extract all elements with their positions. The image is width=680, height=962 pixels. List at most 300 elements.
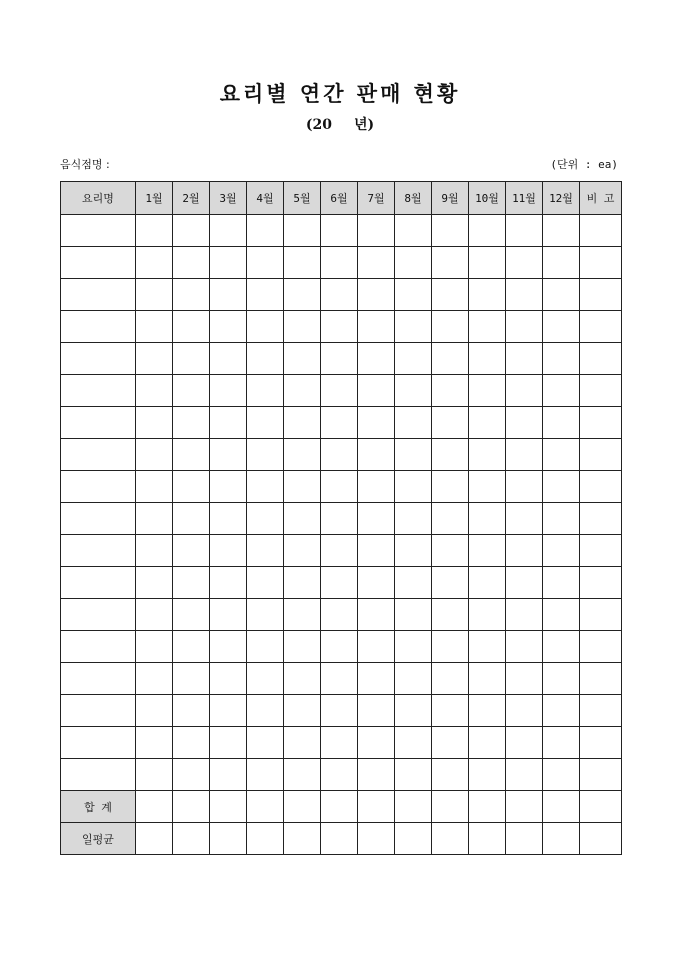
table-cell[interactable] <box>395 247 432 279</box>
table-cell[interactable] <box>136 823 173 855</box>
table-cell[interactable] <box>543 791 580 823</box>
table-cell[interactable] <box>432 343 469 375</box>
table-cell[interactable] <box>321 599 358 631</box>
table-cell[interactable] <box>173 311 210 343</box>
table-cell[interactable] <box>247 407 284 439</box>
table-cell[interactable] <box>247 247 284 279</box>
table-cell[interactable] <box>358 759 395 791</box>
table-cell[interactable] <box>506 503 543 535</box>
table-cell[interactable] <box>395 631 432 663</box>
table-cell[interactable] <box>173 695 210 727</box>
table-cell[interactable] <box>395 695 432 727</box>
table-cell[interactable] <box>136 759 173 791</box>
dish-name-cell[interactable] <box>61 471 136 503</box>
header-remarks: 비 고 <box>580 182 622 215</box>
table-cell[interactable] <box>395 343 432 375</box>
table-cell[interactable] <box>506 407 543 439</box>
table-cell[interactable] <box>469 343 506 375</box>
table-cell[interactable] <box>395 439 432 471</box>
dish-name-cell[interactable] <box>61 439 136 471</box>
table-cell[interactable] <box>284 375 321 407</box>
table-cell[interactable] <box>136 503 173 535</box>
table-cell[interactable] <box>432 759 469 791</box>
table-cell[interactable] <box>247 599 284 631</box>
table-cell[interactable] <box>173 791 210 823</box>
table-cell[interactable] <box>432 663 469 695</box>
table-cell[interactable] <box>580 279 622 311</box>
table-cell[interactable] <box>580 471 622 503</box>
table-cell[interactable] <box>395 567 432 599</box>
table-cell[interactable] <box>395 279 432 311</box>
table-cell[interactable] <box>506 663 543 695</box>
table-cell[interactable] <box>210 663 247 695</box>
table-cell[interactable] <box>210 535 247 567</box>
table-cell[interactable] <box>506 311 543 343</box>
table-cell[interactable] <box>469 791 506 823</box>
table-cell[interactable] <box>432 247 469 279</box>
table-cell[interactable] <box>284 535 321 567</box>
table-cell[interactable] <box>358 663 395 695</box>
table-cell[interactable] <box>432 535 469 567</box>
table-cell[interactable] <box>358 535 395 567</box>
table-cell[interactable] <box>580 439 622 471</box>
table-cell[interactable] <box>358 503 395 535</box>
table-cell[interactable] <box>543 247 580 279</box>
table-cell[interactable] <box>469 439 506 471</box>
table-cell[interactable] <box>173 375 210 407</box>
table-row <box>61 503 622 535</box>
table-cell[interactable] <box>284 311 321 343</box>
table-cell[interactable] <box>469 471 506 503</box>
table-cell[interactable] <box>580 215 622 247</box>
table-cell[interactable] <box>469 727 506 759</box>
table-row <box>61 727 622 759</box>
table-cell[interactable] <box>432 407 469 439</box>
header-month-10: 10월 <box>469 182 506 215</box>
table-cell[interactable] <box>136 439 173 471</box>
table-cell[interactable] <box>395 375 432 407</box>
table-cell[interactable] <box>469 759 506 791</box>
table-cell[interactable] <box>173 599 210 631</box>
table-cell[interactable] <box>506 471 543 503</box>
header-month-6: 6월 <box>321 182 358 215</box>
table-cell[interactable] <box>395 663 432 695</box>
table-cell[interactable] <box>358 631 395 663</box>
table-cell[interactable] <box>543 631 580 663</box>
table-cell[interactable] <box>247 215 284 247</box>
table-cell[interactable] <box>247 311 284 343</box>
table-cell[interactable] <box>284 279 321 311</box>
table-cell[interactable] <box>136 567 173 599</box>
table-cell[interactable] <box>210 247 247 279</box>
table-cell[interactable] <box>469 407 506 439</box>
table-cell[interactable] <box>247 439 284 471</box>
table-cell[interactable] <box>580 695 622 727</box>
header-month-4: 4월 <box>247 182 284 215</box>
dish-name-cell[interactable] <box>61 215 136 247</box>
table-cell[interactable] <box>358 791 395 823</box>
table-cell[interactable] <box>580 407 622 439</box>
table-row <box>61 567 622 599</box>
table-cell[interactable] <box>136 535 173 567</box>
table-cell[interactable] <box>247 663 284 695</box>
dish-name-cell[interactable] <box>61 247 136 279</box>
table-cell[interactable] <box>284 695 321 727</box>
table-cell[interactable] <box>543 823 580 855</box>
table-cell[interactable] <box>543 279 580 311</box>
table-cell[interactable] <box>173 727 210 759</box>
table-cell[interactable] <box>210 791 247 823</box>
table-cell[interactable] <box>358 695 395 727</box>
table-cell[interactable] <box>358 279 395 311</box>
table-cell[interactable] <box>506 279 543 311</box>
table-cell[interactable] <box>210 439 247 471</box>
table-cell[interactable] <box>210 759 247 791</box>
table-cell[interactable] <box>469 599 506 631</box>
header-month-2: 2월 <box>173 182 210 215</box>
table-cell[interactable] <box>432 311 469 343</box>
table-cell[interactable] <box>580 599 622 631</box>
table-row <box>61 439 622 471</box>
table-cell[interactable] <box>136 215 173 247</box>
table-row <box>61 215 622 247</box>
table-cell[interactable] <box>321 663 358 695</box>
table-cell[interactable] <box>358 471 395 503</box>
table-cell[interactable] <box>395 407 432 439</box>
table-cell[interactable] <box>284 791 321 823</box>
dish-name-cell[interactable] <box>61 599 136 631</box>
table-cell[interactable] <box>210 375 247 407</box>
table-cell[interactable] <box>580 503 622 535</box>
table-cell[interactable] <box>284 343 321 375</box>
table-cell[interactable] <box>395 471 432 503</box>
total-row <box>61 791 622 823</box>
table-row <box>61 471 622 503</box>
table-cell[interactable] <box>506 535 543 567</box>
table-cell[interactable] <box>247 503 284 535</box>
dish-name-cell[interactable] <box>61 343 136 375</box>
table-cell[interactable] <box>136 311 173 343</box>
table-cell[interactable] <box>506 567 543 599</box>
table-cell[interactable] <box>210 727 247 759</box>
table-cell[interactable] <box>395 503 432 535</box>
table-cell[interactable] <box>432 503 469 535</box>
table-cell[interactable] <box>358 567 395 599</box>
table-cell[interactable] <box>136 407 173 439</box>
table-cell[interactable] <box>210 503 247 535</box>
table-cell[interactable] <box>580 375 622 407</box>
table-cell[interactable] <box>136 247 173 279</box>
table-cell[interactable] <box>395 215 432 247</box>
table-cell[interactable] <box>210 343 247 375</box>
table-cell[interactable] <box>321 535 358 567</box>
table-cell[interactable] <box>395 311 432 343</box>
table-cell[interactable] <box>469 279 506 311</box>
table-cell[interactable] <box>247 727 284 759</box>
table-cell[interactable] <box>543 375 580 407</box>
table-cell[interactable] <box>136 631 173 663</box>
table-cell[interactable] <box>432 695 469 727</box>
table-cell[interactable] <box>543 439 580 471</box>
table-cell[interactable] <box>395 535 432 567</box>
table-row <box>61 407 622 439</box>
table-cell[interactable] <box>210 471 247 503</box>
subtitle-prefix: (20 <box>305 117 332 133</box>
table-cell[interactable] <box>321 727 358 759</box>
table-cell[interactable] <box>173 759 210 791</box>
table-cell[interactable] <box>432 791 469 823</box>
table-cell[interactable] <box>432 567 469 599</box>
table-cell[interactable] <box>173 503 210 535</box>
table-cell[interactable] <box>173 823 210 855</box>
dish-name-cell[interactable] <box>61 567 136 599</box>
table-cell[interactable] <box>284 503 321 535</box>
table-cell[interactable] <box>358 215 395 247</box>
table-cell[interactable] <box>173 535 210 567</box>
table-cell[interactable] <box>432 631 469 663</box>
table-cell[interactable] <box>543 695 580 727</box>
total-label: 합 계 <box>61 791 136 823</box>
table-cell[interactable] <box>284 567 321 599</box>
table-row <box>61 631 622 663</box>
table-cell[interactable] <box>136 791 173 823</box>
table-cell[interactable] <box>432 823 469 855</box>
table-cell[interactable] <box>543 535 580 567</box>
table-cell[interactable] <box>506 823 543 855</box>
table-cell[interactable] <box>321 215 358 247</box>
table-cell[interactable] <box>284 727 321 759</box>
table-cell[interactable] <box>543 407 580 439</box>
table-cell[interactable] <box>543 759 580 791</box>
table-cell[interactable] <box>469 503 506 535</box>
table-cell[interactable] <box>432 375 469 407</box>
table-cell[interactable] <box>173 343 210 375</box>
table-cell[interactable] <box>580 727 622 759</box>
table-cell[interactable] <box>580 535 622 567</box>
table-cell[interactable] <box>321 247 358 279</box>
table-cell[interactable] <box>580 311 622 343</box>
table-cell[interactable] <box>321 503 358 535</box>
table-cell[interactable] <box>136 471 173 503</box>
table-cell[interactable] <box>247 471 284 503</box>
table-cell[interactable] <box>173 471 210 503</box>
table-cell[interactable] <box>321 695 358 727</box>
table-cell[interactable] <box>469 631 506 663</box>
table-cell[interactable] <box>358 247 395 279</box>
dish-name-cell[interactable] <box>61 375 136 407</box>
table-cell[interactable] <box>284 215 321 247</box>
table-cell[interactable] <box>173 247 210 279</box>
header-month-9: 9월 <box>432 182 469 215</box>
table-cell[interactable] <box>432 439 469 471</box>
table-cell[interactable] <box>469 695 506 727</box>
dish-name-cell[interactable] <box>61 535 136 567</box>
table-cell[interactable] <box>506 375 543 407</box>
table-cell[interactable] <box>136 663 173 695</box>
table-cell[interactable] <box>284 663 321 695</box>
table-cell[interactable] <box>210 567 247 599</box>
table-cell[interactable] <box>173 215 210 247</box>
table-cell[interactable] <box>247 343 284 375</box>
table-cell[interactable] <box>173 631 210 663</box>
table-cell[interactable] <box>580 247 622 279</box>
table-cell[interactable] <box>506 695 543 727</box>
table-cell[interactable] <box>321 567 358 599</box>
table-cell[interactable] <box>580 823 622 855</box>
table-cell[interactable] <box>395 727 432 759</box>
table-cell[interactable] <box>173 279 210 311</box>
table-cell[interactable] <box>358 823 395 855</box>
table-cell[interactable] <box>469 215 506 247</box>
table-cell[interactable] <box>506 631 543 663</box>
table-cell[interactable] <box>136 727 173 759</box>
table-cell[interactable] <box>469 247 506 279</box>
table-cell[interactable] <box>210 599 247 631</box>
table-cell[interactable] <box>284 599 321 631</box>
table-cell[interactable] <box>358 727 395 759</box>
table-cell[interactable] <box>136 279 173 311</box>
table-cell[interactable] <box>543 599 580 631</box>
table-cell[interactable] <box>543 343 580 375</box>
table-cell[interactable] <box>432 727 469 759</box>
table-cell[interactable] <box>247 823 284 855</box>
table-cell[interactable] <box>284 759 321 791</box>
table-cell[interactable] <box>469 567 506 599</box>
table-cell[interactable] <box>173 407 210 439</box>
table-cell[interactable] <box>580 567 622 599</box>
table-cell[interactable] <box>469 663 506 695</box>
table-cell[interactable] <box>247 535 284 567</box>
table-cell[interactable] <box>136 599 173 631</box>
table-cell[interactable] <box>506 215 543 247</box>
table-cell[interactable] <box>284 631 321 663</box>
table-cell[interactable] <box>321 759 358 791</box>
dish-name-cell[interactable] <box>61 727 136 759</box>
table-cell[interactable] <box>395 759 432 791</box>
table-cell[interactable] <box>580 631 622 663</box>
table-cell[interactable] <box>321 471 358 503</box>
table-cell[interactable] <box>358 311 395 343</box>
table-cell[interactable] <box>210 279 247 311</box>
dish-name-cell[interactable] <box>61 311 136 343</box>
table-cell[interactable] <box>321 279 358 311</box>
table-cell[interactable] <box>432 471 469 503</box>
table-cell[interactable] <box>506 759 543 791</box>
table-cell[interactable] <box>506 727 543 759</box>
table-cell[interactable] <box>284 407 321 439</box>
table-cell[interactable] <box>210 631 247 663</box>
dish-name-cell[interactable] <box>61 663 136 695</box>
table-cell[interactable] <box>321 375 358 407</box>
table-cell[interactable] <box>543 663 580 695</box>
table-cell[interactable] <box>247 279 284 311</box>
table-cell[interactable] <box>543 727 580 759</box>
table-cell[interactable] <box>469 375 506 407</box>
table-cell[interactable] <box>210 215 247 247</box>
table-cell[interactable] <box>136 695 173 727</box>
table-cell[interactable] <box>321 823 358 855</box>
table-cell[interactable] <box>321 791 358 823</box>
year-subtitle <box>0 114 680 134</box>
table-cell[interactable] <box>247 791 284 823</box>
table-cell[interactable] <box>358 343 395 375</box>
table-cell[interactable] <box>358 439 395 471</box>
table-row <box>61 599 622 631</box>
table-cell[interactable] <box>543 311 580 343</box>
table-cell[interactable] <box>210 823 247 855</box>
table-cell[interactable] <box>432 599 469 631</box>
table-cell[interactable] <box>321 439 358 471</box>
table-cell[interactable] <box>580 663 622 695</box>
table-cell[interactable] <box>173 439 210 471</box>
table-cell[interactable] <box>321 343 358 375</box>
table-cell[interactable] <box>506 343 543 375</box>
table-cell[interactable] <box>469 311 506 343</box>
dish-name-cell[interactable] <box>61 631 136 663</box>
table-cell[interactable] <box>580 791 622 823</box>
table-cell[interactable] <box>284 471 321 503</box>
table-cell[interactable] <box>395 823 432 855</box>
table-cell[interactable] <box>469 823 506 855</box>
table-cell[interactable] <box>284 823 321 855</box>
table-row <box>61 343 622 375</box>
table-cell[interactable] <box>506 791 543 823</box>
table-cell[interactable] <box>284 439 321 471</box>
table-cell[interactable] <box>358 407 395 439</box>
table-cell[interactable] <box>210 407 247 439</box>
table-cell[interactable] <box>321 631 358 663</box>
table-cell[interactable] <box>247 567 284 599</box>
table-cell[interactable] <box>580 343 622 375</box>
table-cell[interactable] <box>247 695 284 727</box>
table-cell[interactable] <box>543 503 580 535</box>
table-cell[interactable] <box>469 535 506 567</box>
table-cell[interactable] <box>506 439 543 471</box>
table-cell[interactable] <box>136 343 173 375</box>
dish-name-cell[interactable] <box>61 503 136 535</box>
table-cell[interactable] <box>247 759 284 791</box>
table-cell[interactable] <box>506 247 543 279</box>
table-cell[interactable] <box>284 247 321 279</box>
table-cell[interactable] <box>543 471 580 503</box>
table-cell[interactable] <box>136 375 173 407</box>
table-cell[interactable] <box>210 311 247 343</box>
table-cell[interactable] <box>247 375 284 407</box>
dish-name-cell[interactable] <box>61 279 136 311</box>
table-cell[interactable] <box>173 567 210 599</box>
table-cell[interactable] <box>321 407 358 439</box>
table-cell[interactable] <box>432 279 469 311</box>
table-cell[interactable] <box>395 599 432 631</box>
table-cell[interactable] <box>580 759 622 791</box>
table-row <box>61 247 622 279</box>
table-cell[interactable] <box>543 215 580 247</box>
dish-name-cell[interactable] <box>61 759 136 791</box>
subtitle-suffix: 년) <box>353 117 375 133</box>
table-cell[interactable] <box>543 567 580 599</box>
table-cell[interactable] <box>247 631 284 663</box>
dish-name-cell[interactable] <box>61 695 136 727</box>
table-cell[interactable] <box>173 663 210 695</box>
dish-name-cell[interactable] <box>61 407 136 439</box>
table-cell[interactable] <box>321 311 358 343</box>
table-cell[interactable] <box>395 791 432 823</box>
table-cell[interactable] <box>432 215 469 247</box>
table-cell[interactable] <box>506 599 543 631</box>
table-cell[interactable] <box>358 375 395 407</box>
table-cell[interactable] <box>210 695 247 727</box>
table-cell[interactable] <box>358 599 395 631</box>
